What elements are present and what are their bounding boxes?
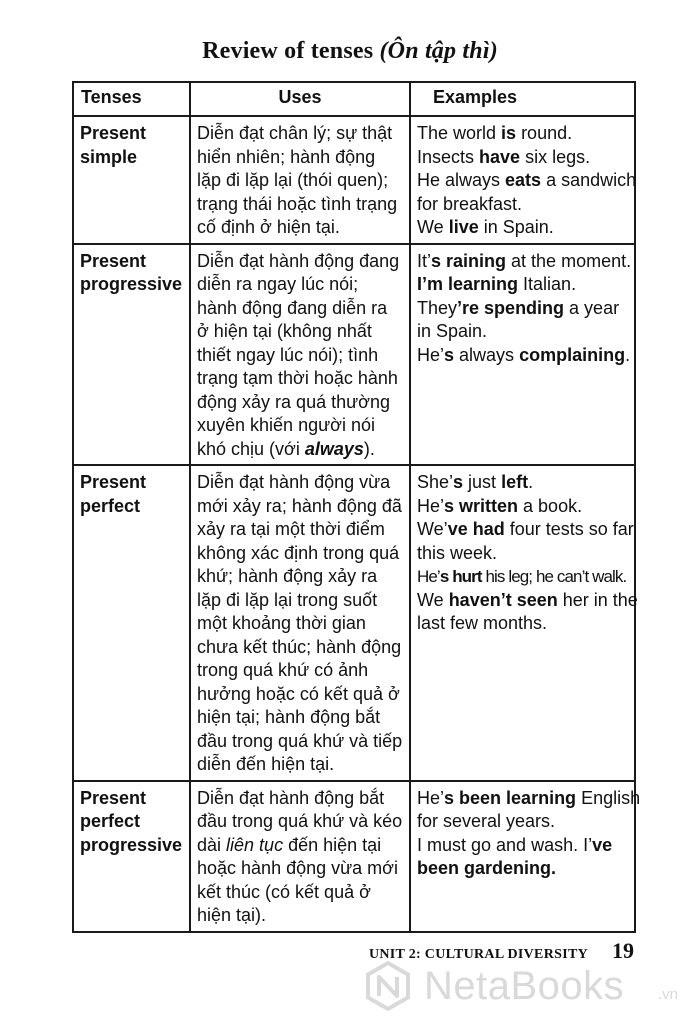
example-line: It’s raining at the moment. (417, 250, 632, 271)
example-line: He’s hurt his leg; he can’t walk. (417, 567, 627, 586)
example-line: for breakfast. (417, 193, 523, 214)
table-row (73, 781, 635, 932)
netabooks-logo-icon (362, 960, 414, 1012)
tense-name-cell (73, 116, 190, 244)
uses-cell: Diễn đạt chân lý; sự thật hiển nhiên; hành động lặp đi lặp lại (thói quen); trạng thái hoặc tình trạng cố định ở hiện tại. (190, 116, 410, 244)
example-line: The world is round. (417, 123, 573, 143)
tense-name-cell (73, 244, 190, 466)
examples-cell (410, 116, 635, 244)
page-title (0, 38, 700, 65)
table-header-row (73, 82, 635, 116)
example-line: We haven’t seen her in the (417, 589, 638, 610)
example-line: I must go and wash. I’ve (417, 834, 613, 855)
uses-cell: Diễn đạt hành động đang diễn ra ngay lúc nói; hành động đang diễn ra ở hiện tại (không nhất thiết ngay lúc nói); tình trạng tạm thời hoặc hành động xảy ra quá thường xuyên khiến người nói khó chịu (với always). (190, 244, 410, 466)
example-line: for several years. (417, 811, 556, 831)
example-line: Insects have six legs. (417, 146, 591, 167)
unit-label: UNIT 2: CULTURAL DIVERSITY (368, 947, 588, 962)
example-line: I’m learning Italian. (417, 274, 577, 294)
examples-cell (410, 465, 638, 781)
example-line: He’s always complaining. (417, 344, 631, 365)
tenses-table (72, 81, 641, 933)
tense-name-line: progressive (80, 274, 183, 294)
tense-name-line: Present (80, 787, 147, 808)
tense-name-line: Present (80, 472, 147, 492)
watermark-tld: .vn (658, 986, 679, 1003)
tense-name-line: progressive (80, 834, 183, 855)
table-row (73, 465, 635, 781)
title-vietnamese: (Ôn tập thì) (379, 38, 498, 64)
title-main: Review of tenses (202, 38, 374, 64)
example-line: last few months. (417, 613, 548, 633)
example-line: She’s just left. (417, 472, 534, 492)
example-line: He’s written a book. (417, 495, 583, 516)
tense-name-line: Present (80, 250, 147, 271)
example-line: this week. (417, 542, 498, 563)
tense-name-line: Present (80, 123, 147, 143)
watermark (362, 956, 692, 1016)
example-line: We live in Spain. (417, 217, 554, 237)
examples-cell (410, 244, 635, 466)
example-line: He’s been learning English (417, 787, 641, 808)
tense-name-line: perfect (80, 495, 141, 516)
uses-cell: Diễn đạt hành động bắt đầu trong quá khứ và kéo dài liên tục đến hiện tại hoặc hành động vừa mới kết thúc (có kết quả ở hiện tại). (190, 781, 410, 932)
example-line: been gardening. (417, 858, 557, 878)
example-line: They’re spending a year (417, 297, 620, 318)
example-line: We’ve had four tests so far (417, 519, 634, 539)
tense-name-cell (73, 465, 190, 781)
table-row (73, 116, 635, 244)
header-tenses: Tenses (73, 82, 190, 116)
tense-name-cell (73, 781, 190, 932)
examples-cell (410, 781, 641, 932)
example-line: in Spain. (417, 321, 488, 341)
uses-cell: Diễn đạt hành động vừa mới xảy ra; hành động đã xảy ra tại một thời điểm không xác định trong quá khứ; hành động xảy ra lặp đi lặp lại trong suốt một khoảng thời gian chưa kết thúc; hành động trong quá khứ có ảnh hưởng hoặc có kết quả ở hiện tại; hành động bắt đầu trong quá khứ và tiếp diễn đến hiện tại. (190, 465, 410, 781)
tense-name-line: perfect (80, 811, 141, 831)
header-uses: Uses (190, 82, 410, 116)
page-number: 19 (612, 938, 634, 963)
watermark-brand: NetaBooks (424, 964, 625, 1008)
tense-name-line: simple (80, 146, 138, 167)
example-line: He always eats a sandwich (417, 170, 637, 190)
header-examples: Examples (410, 82, 635, 116)
table-row (73, 244, 635, 466)
